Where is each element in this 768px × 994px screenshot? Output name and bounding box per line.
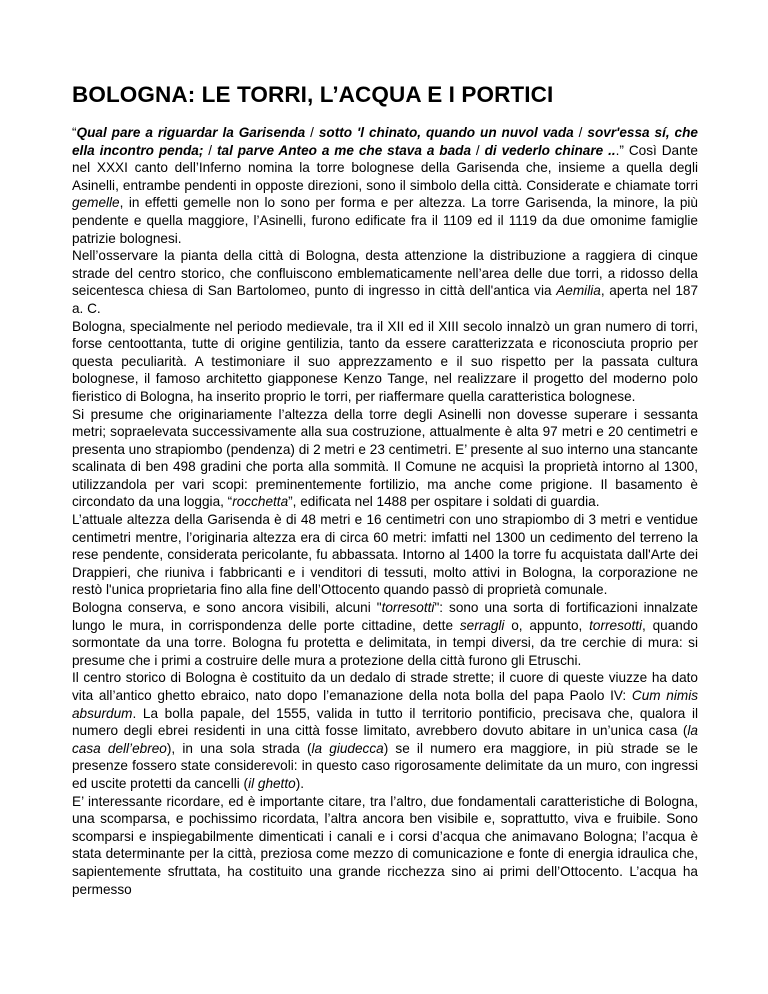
- text-run: Si presume che originariamente l’altezza della torre degli Asinelli non dovesse superare i sessanta metri; sopraelevata successivamente alla sua costruzione, attualmente è alta 97 metri e 20 centimetri e presenta uno strapiombo (pendenza) di 2 metri e 23 centimetri. E’ presente al suo interno una stancante scalinata di ben 498 gradini che porta alla sommità. Il Comune ne acquisì la proprietà intorno al 1300, utilizzandola per vari scopi: preminentemente fortilizio, ma anche come prigione. Il basamento è circondato da una loggia, “: [72, 406, 698, 510]
- paragraph: [72, 669, 698, 792]
- italic-text: rocchetta: [232, 494, 289, 510]
- text-run: ”, edificata nel 1488 per ospitare i soldati di guardia.: [288, 494, 600, 510]
- text-run: ).: [295, 775, 304, 791]
- italic-text: serragli: [459, 617, 505, 633]
- text-run: /: [203, 142, 217, 158]
- text-run: ) se il numero era maggiore, in più strade se le presenze fossero state considerevoli: in questo caso rigorosamente delimitate da un muro, con ingressi ed uscite protetti da cancelli (: [72, 740, 698, 791]
- text-run: E’ interessante ricordare, ed è importante citare, tra l’altro, due fondamentali caratteristiche di Bologna, una scomparsa, e pochissimo ricordata, l’altra ancora ben visibile e, soprattutto, viva e fruibile. Sono scomparsi e inspiegabilmente dimenticati i canali e i corsi d’acqua che animavano Bologna; l’acqua è stata determinante per la città, preziosa come mezzo di comunicazione e fonte di energia idraulica che, sapientemente sfruttata, ha costituito una grande ricchezza sino ai primi dell’Ottocento. L’acqua ha permesso: [72, 793, 698, 897]
- text-run: Nell’osservare la pianta della città di Bologna, desta attenzione la distribuzione a raggiera di cinque strade del centro storico, che confluiscono emblematicamente nell’area delle due torri, a ridosso della seicentesca chiesa di San Bartolomeo, punto di ingresso in città dell'antica via: [72, 248, 698, 299]
- text-run: Bologna conserva, e sono ancora visibili, alcuni ": [72, 600, 382, 616]
- text-run: Il centro storico di Bologna è costituito da un dedalo di strade strette; il cuore di queste viuzze ha dato vita all’antico ghetto ebraico, nato dopo l’emanazione della nota bolla del papa Paolo IV:: [72, 670, 698, 703]
- text-run: ), in una sola strada (: [166, 740, 312, 756]
- italic-text: torresotti: [589, 617, 643, 633]
- quote-text: di vederlo chinare ..: [484, 142, 616, 158]
- paragraph: [72, 247, 698, 317]
- paragraph: [72, 406, 698, 512]
- text-run: .” Così Dante nel XXXI canto dell’Inferno nomina la torre bolognese della Garisenda che, insieme a quella degli Asinelli, entrambe pendenti in opposte direzioni, sono il simbolo della città. Considerate e chiamate torri: [72, 142, 698, 193]
- text-run: /: [573, 125, 588, 140]
- text-run: /: [305, 125, 319, 140]
- italic-text: Cum nimis absurdum: [72, 688, 699, 721]
- paragraph: [72, 511, 698, 599]
- paragraph: [72, 599, 698, 669]
- quote-text: sovr'essa sí, che ella incontro penda;: [72, 125, 698, 158]
- text-run: L’attuale altezza della Garisenda è di 48 metri e 16 centimetri con uno strapiombo di 3 metri e ventidue centimetri mentre, l’originaria altezza era di circa 60 metri: imfatti nel 1300 un cedimento del terreno la rese pendente, considerata pericolante, fu abbassata. Intorno al 1400 la torre fu acquistata dall'Arte dei Drappieri, che riuniva i fabbricanti e i venditori di tessuti, molto attivi in Bologna, la corporazione ne restò l'unica proprietaria fino alla fine dell’Ottocento quando passò di proprietà comunale.: [72, 512, 698, 598]
- document-title: BOLOGNA: LE TORRI, L’ACQUA E I PORTICI: [72, 82, 554, 107]
- text-run: , quando sormontate da una torre. Bologna fu protetta e delimitata, in tempi diversi, da tre cerchie di mura: si presume che i primi a costruire delle mura a protezione della città furono gli Etruschi.: [72, 617, 698, 668]
- quote-text: tal parve Anteo a me che stava a bada: [216, 142, 472, 158]
- text-run: o, appunto,: [504, 617, 590, 633]
- text-run: , aperta nel 187 a. C.: [72, 283, 699, 316]
- paragraph: [72, 124, 698, 247]
- quote-text: sotto 'l chinato, quando un nuvol vada: [318, 125, 574, 140]
- text-run: Bologna, specialmente nel periodo medievale, tra il XII ed il XIII secolo innalzò un gran numero di torri, forse centoottanta, tutte di origine gentilizia, tanto da essere caratterizzata e riconosciuta proprio per questa peculiarità. A testimoniare il suo apprezzamento e il suo rispetto per la passata cultura bolognese, il famoso architetto giapponese Kenzo Tange, nel realizzare il progetto del moderno polo fieristico di Bologna, ha inserito proprio le torri, per riaffermare quella caratteristica bolognese.: [72, 318, 698, 404]
- italic-text: Aemilia: [556, 283, 601, 299]
- text-run: “: [72, 125, 77, 140]
- quote-text: Qual pare a riguardar la Garisenda: [76, 125, 306, 140]
- italic-text: torresotti: [381, 600, 435, 616]
- text-run: /: [471, 142, 485, 158]
- paragraph: [72, 318, 698, 406]
- document-body: [72, 124, 698, 898]
- italic-text: la casa dell’ebreo: [72, 723, 698, 756]
- italic-text: gemelle: [72, 195, 120, 211]
- italic-text: la giudecca: [311, 740, 384, 756]
- document-page: [72, 82, 698, 898]
- paragraph: [72, 793, 698, 899]
- text-run: . La bolla papale, del 1555, valida in tutto il territorio pontificio, precisava che, qualora il numero degli ebrei residenti in una città fosse limitato, avrebbero dovuto abitare in un’unica casa (: [72, 705, 698, 739]
- text-run: , in effetti gemelle non lo sono per forma e per altezza. La torre Garisenda, la minore, la più pendente e quella maggiore, l’Asinelli, furono edificate fra il 1109 ed il 1119 da due omonime famiglie patrizie bolognesi.: [72, 195, 698, 246]
- italic-text: il ghetto: [248, 775, 296, 791]
- text-run: ": sono una sorta di fortificazioni innalzate lungo le mura, in corrispondenza delle porte cittadine, dette: [72, 600, 698, 633]
